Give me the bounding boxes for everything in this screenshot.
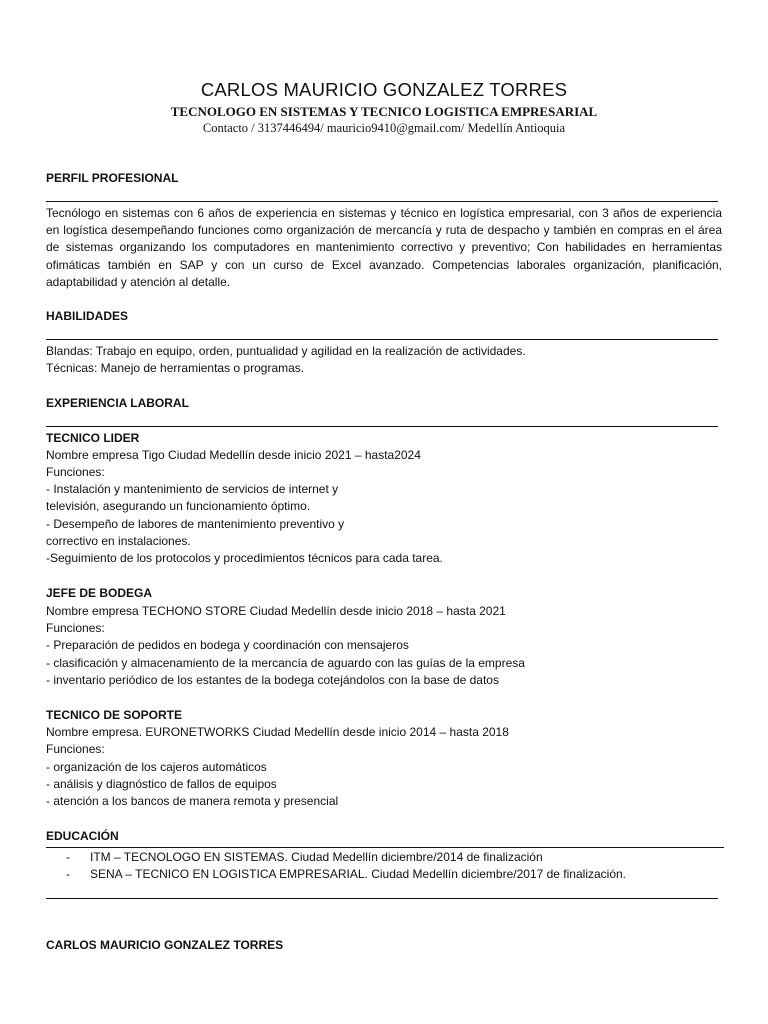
- skills-soft: Blandas: Trabajo en equipo, orden, puntualidad y agilidad en la realización de actividades.: [46, 344, 526, 358]
- job-function-item: - clasificación y almacenamiento de la mercancía de aguardo con las guías de la empresa: [46, 656, 525, 670]
- job-function-item: - organización de los cajeros automáticos: [46, 760, 267, 774]
- education-item: [46, 850, 543, 864]
- job-function-item: - atención a los bancos de manera remota y presencial: [46, 794, 339, 808]
- job-company: Nombre empresa TECHONO STORE Ciudad Medellín desde inicio 2018 – hasta 2021: [46, 604, 506, 618]
- section-title-profile: PERFIL PROFESIONAL: [46, 171, 179, 185]
- profile-text: Tecnólogo en sistemas con 6 años de experiencia en sistemas y técnico en logística empresarial, con 3 años de experiencia en logística desempeñando funciones como organización de mercancía y ruta de despacho y también en compras en el área de sistemas organizando los computadores en mantenimiento correctivo y preventivo; Con habilidades en herramientas ofimáticas también en SAP y con un curso de Excel avanzado. Competencias laborales organización, planificación, adaptabilidad y atención al detalle.: [46, 206, 722, 289]
- education-item: [46, 867, 626, 881]
- job-function-item: - inventario periódico de los estantes de la bodega cotejándolos con la base de datos: [46, 673, 499, 687]
- section-title-skills: HABILIDADES: [46, 309, 129, 323]
- section-divider: [46, 847, 724, 848]
- section-title-education: EDUCACIÓN: [46, 829, 119, 843]
- job-function-item: - Desempeño de labores de mantenimiento preventivo y: [46, 517, 345, 531]
- job-company: Nombre empresa. EURONETWORKS Ciudad Medellín desde inicio 2014 – hasta 2018: [46, 725, 509, 739]
- job-function-item: - análisis y diagnóstico de fallos de equipos: [46, 777, 277, 791]
- education-item-text: SENA – TECNICO EN LOGISTICA EMPRESARIAL. Ciudad Medellín diciembre/2017 de finalización.: [90, 867, 627, 881]
- job-function-item: -Seguimiento de los protocolos y procedimientos técnicos para cada tarea.: [46, 551, 443, 565]
- job-function-item: correctivo en instalaciones.: [46, 534, 191, 548]
- professional-title: TECNOLOGO EN SISTEMAS Y TECNICO LOGISTICA EMPRESARIAL: [170, 104, 598, 119]
- bullet-dash: -: [66, 867, 70, 881]
- section-divider: [46, 201, 718, 202]
- job-title: TECNICO DE SOPORTE: [46, 708, 183, 722]
- job-function-item: televisión, asegurando un funcionamiento óptimo.: [46, 499, 311, 513]
- job-functions-label: Funciones:: [46, 742, 105, 756]
- candidate-name: CARLOS MAURICIO GONZALEZ TORRES: [200, 79, 568, 100]
- contact-info: Contacto / 3137446494/ mauricio9410@gmail.com/ Medellín Antioquia: [202, 121, 566, 135]
- section-divider: [46, 339, 718, 340]
- job-functions-label: Funciones:: [46, 465, 105, 479]
- job-company: Nombre empresa Tigo Ciudad Medellín desde inicio 2021 – hasta2024: [46, 448, 421, 462]
- skills-technical: Técnicas: Manejo de herramientas o programas.: [46, 361, 305, 375]
- job-title: TECNICO LIDER: [46, 431, 140, 445]
- job-functions-label: Funciones:: [46, 621, 105, 635]
- education-item-text: ITM – TECNOLOGO EN SISTEMAS. Ciudad Medellín diciembre/2014 de finalización: [90, 850, 543, 864]
- section-title-experience: EXPERIENCIA LABORAL: [46, 396, 189, 410]
- job-title: JEFE DE BODEGA: [46, 586, 153, 600]
- job-function-item: - Preparación de pedidos en bodega y coordinación con mensajeros: [46, 638, 409, 652]
- section-divider: [46, 426, 718, 427]
- section-divider: [46, 898, 718, 899]
- footer-name: CARLOS MAURICIO GONZALEZ TORRES: [46, 938, 284, 952]
- bullet-dash: -: [66, 850, 70, 864]
- job-function-item: - Instalación y mantenimiento de servicios de internet y: [46, 482, 339, 496]
